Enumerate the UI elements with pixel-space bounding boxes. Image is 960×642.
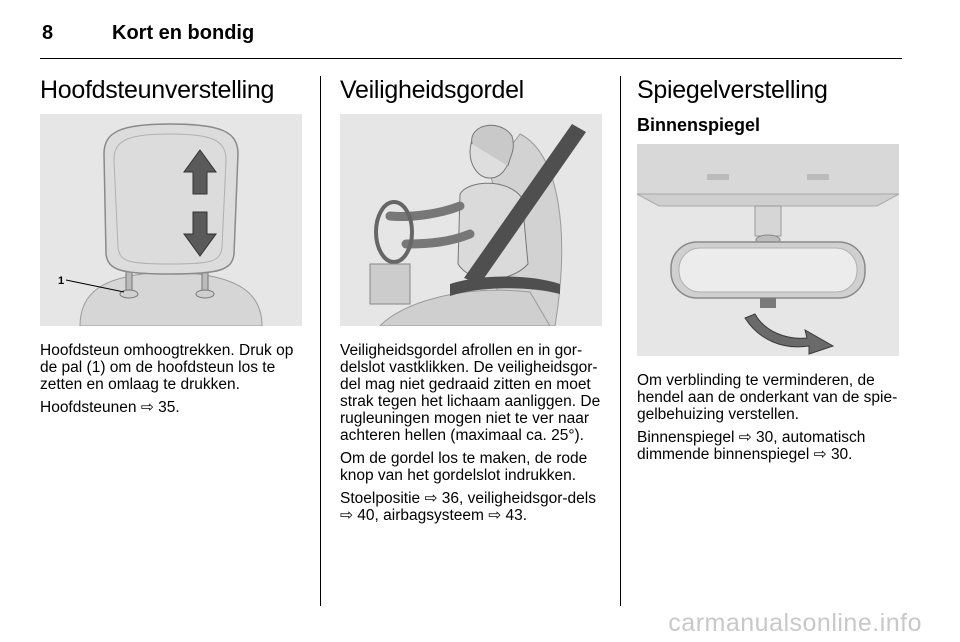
seatbelt-heading: Veiligheidsgordel <box>340 76 524 104</box>
seatbelt-instruction: Veiligheidsgordel afrollen en in gor-delslot vastklikken. De veiligheidsgor-del mag niet gedraaid zitten en moet strak tegen het lichaam aanliggen. De rugleuningen mogen niet te ver naar achteren hellen (maximaal ca. 25°). <box>340 342 601 444</box>
headrest-heading: Hoofdsteunverstelling <box>40 76 275 104</box>
page-header <box>42 18 902 52</box>
column-seatbelt <box>340 74 606 530</box>
header-divider <box>40 58 902 59</box>
column-divider-1 <box>320 76 321 606</box>
seatbelt-illustration <box>340 114 602 326</box>
seatbelt-references: Stoelpositie ⇨ 36, veiligheidsgor-dels ⇨ 40, airbagsysteem ⇨ 43. <box>340 490 596 524</box>
mirror-illustration <box>637 144 899 356</box>
mirror-references: Binnenspiegel ⇨ 30, automatisch dimmende binnenspiegel ⇨ 30. <box>637 429 866 463</box>
headrest-illustration <box>40 114 302 326</box>
headrest-instruction: Hoofdsteun omhoogtrekken. Druk op de pal (1) om de hoofdsteun los te zetten en omlaag te drukken. <box>40 342 294 393</box>
column-mirror <box>637 74 903 469</box>
watermark: carmanualsonline.info <box>668 609 922 637</box>
mirror-instruction: Om verblinding te verminderen, de hendel aan de onderkant van de spie-gelbehuizing verstellen. <box>637 372 898 423</box>
section-title: Kort en bondig <box>112 22 255 44</box>
callout-label: 1 <box>58 275 65 287</box>
seatbelt-release: Om de gordel los te maken, de rode knop van het gordelslot indrukken. <box>340 450 588 484</box>
mirror-subheading: Binnenspiegel <box>637 115 761 135</box>
page-number: 8 <box>42 22 54 44</box>
column-divider-2 <box>620 76 621 606</box>
mirror-heading: Spiegelverstelling <box>637 76 828 104</box>
column-headrest <box>40 74 306 422</box>
headrest-reference: Hoofdsteunen ⇨ 35. <box>40 399 180 416</box>
